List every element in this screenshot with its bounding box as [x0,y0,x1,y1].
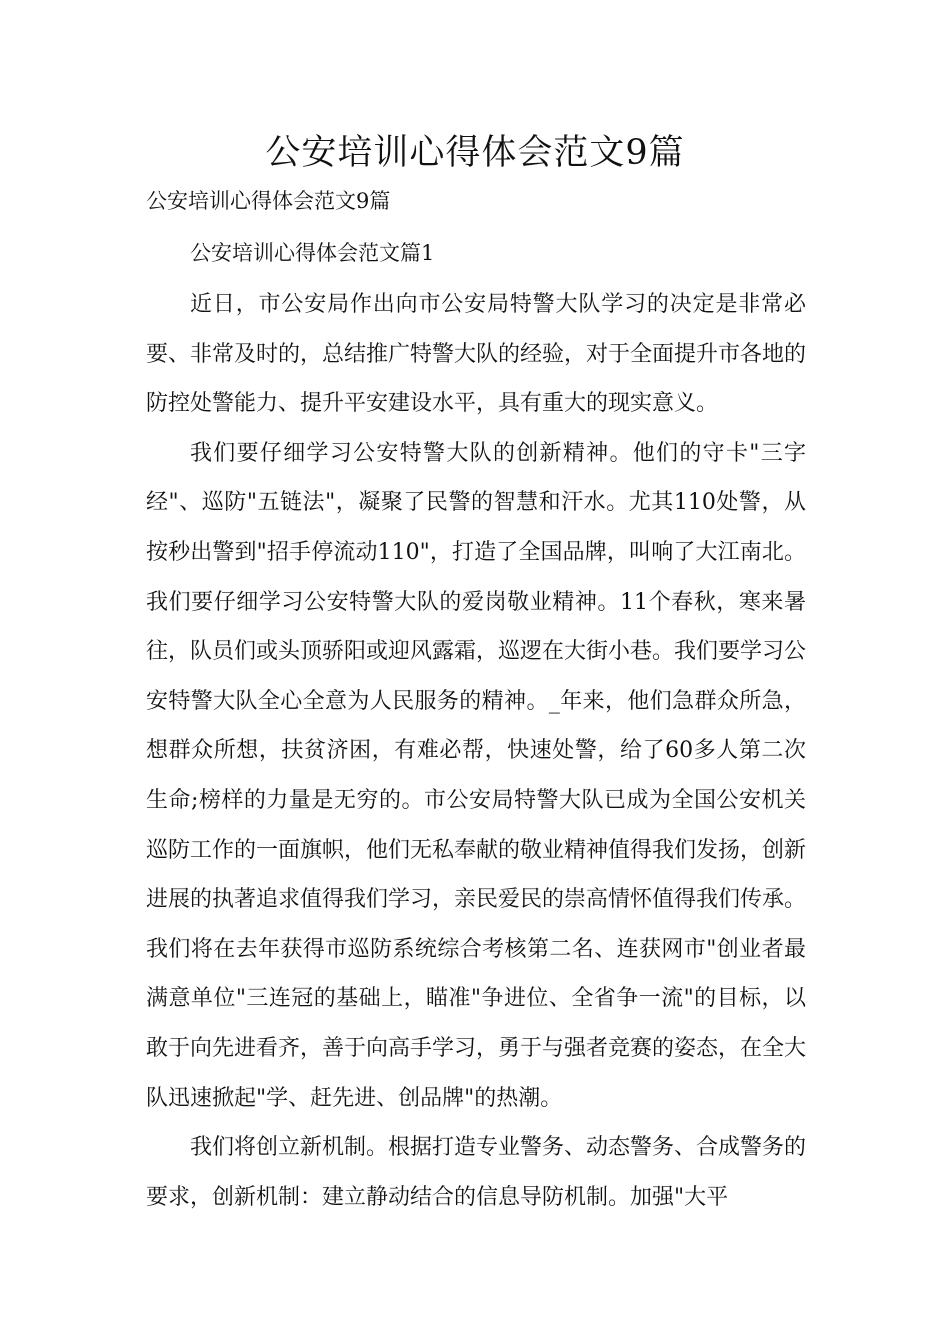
paragraph-3: 我们将创立新机制。根据打造专业警务、动态警务、合成警务的要求，创新机制：建立静动结合的信息导防机制。加强"大平 [146,1135,807,1210]
document-subtitle: 公安培训心得体会范文9篇 [146,189,391,213]
document-body [146,280,806,1222]
document-title: 公安培训心得体会范文9篇 [265,133,685,173]
paragraph-2: 我们要仔细学习公安特警大队的创新精神。他们的守卡"三字经"、巡防"五链法"，凝聚了民警的智慧和汗水。尤其110处警，从按秒出警到"招手停流动110"，打造了全国品牌，叫响了大江南北。我们要仔细学习公安特警大队的爱岗敬业精神。11个春秋，寒来暑往，队员们或头顶骄阳或迎风露霜，巡逻在大街小巷。我们要学习公安特警大队全心全意为人民服务的精神。_年来，他们急群众所急，想群众所想，扶贫济困，有难必帮，快速处警，给了60多人第二次生命;榜样的力量是无穷的。市公安局特警大队已成为全国公安机关巡防工作的一面旗帜，他们无私奉献的敬业精神值得我们发扬，创新进展的执著追求值得我们学习，亲民爱民的崇高情怀值得我们传承。我们将在去年获得市巡防系统综合考核第二名、连获网市"创业者最满意单位"三连冠的基础上，瞄准"争进位、全省争一流"的目标，以敢于向先进看齐，善于向高手学习，勇于与强者竞赛的姿态，在全大队迅速掀起"学、赶先进、创品牌"的热潮。 [146,440,807,1111]
section-heading: 公安培训心得体会范文篇1 [190,241,435,265]
paragraph-1: 近日，市公安局作出向市公安局特警大队学习的决定是非常必要、非常及时的，总结推广特警大队的经验，对于全面提升市各地的防控处警能力、提升平安建设水平，具有重大的现实意义。 [146,292,807,417]
